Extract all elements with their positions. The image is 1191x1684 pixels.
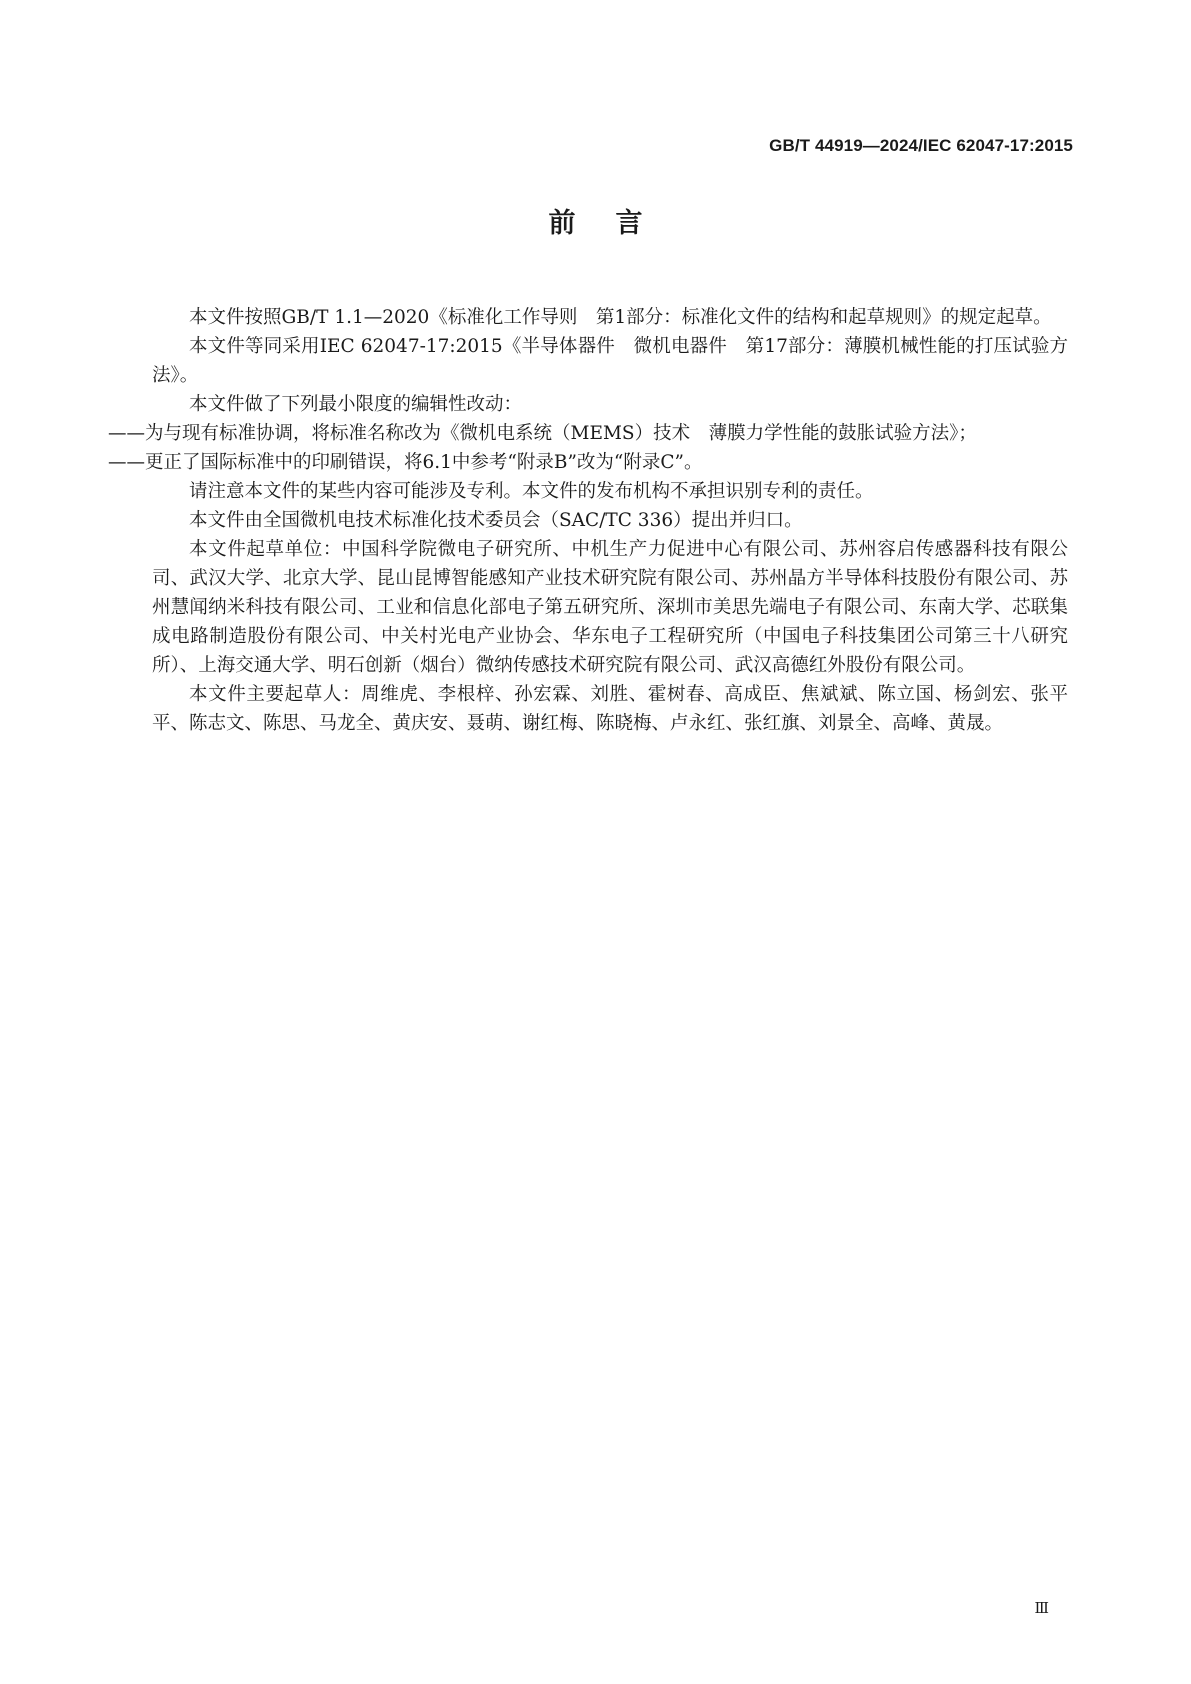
paragraph-proposing-committee: 本文件由全国微机电技术标准化技术委员会（SAC/TC 336）提出并归口。 xyxy=(189,510,803,531)
page-title: 前言 xyxy=(548,208,683,239)
paragraph-editorial-changes: 本文件做了下列最小限度的编辑性改动： xyxy=(189,394,523,415)
paragraph-drafting-rules: 本文件按照GB/T 1.1—2020《标准化工作导则 第1部分：标准化文件的结构和起草规则》的规定起草。 xyxy=(189,307,1052,328)
page-number: Ⅲ xyxy=(1034,1599,1049,1617)
list-item-name-change: ——为与现有标准协调，将标准名称改为《微机电系统（MEMS）技术 薄膜力学性能的鼓胀试验方法》； xyxy=(108,423,977,444)
paragraph-drafters: 本文件主要起草人：周维虎、李根梓、孙宏霖、刘胜、霍树春、高成臣、焦斌斌、陈立国、杨剑宏、张平平、陈志文、陈思、马龙全、黄庆安、聂萌、谢红梅、陈晓梅、卢永红、张红旗、刘景全、高峰、黄晟。 xyxy=(152,684,1068,734)
document-body xyxy=(108,303,1068,738)
paragraph-drafting-organizations: 本文件起草单位：中国科学院微电子研究所、中机生产力促进中心有限公司、苏州容启传感器科技有限公司、武汉大学、北京大学、昆山昆博智能感知产业技术研究院有限公司、苏州晶方半导体科技股份有限公司、苏州慧闻纳米科技有限公司、工业和信息化部电子第五研究所、深圳市美思先端电子有限公司、东南大学、芯联集成电路制造股份有限公司、中关村光电产业协会、华东电子工程研究所（中国电子科技集团公司第三十八研究所）、上海交通大学、明石创新（烟台）微纳传感技术研究院有限公司、武汉高德红外股份有限公司。 xyxy=(152,539,1068,676)
paragraph-identical-adoption: 本文件等同采用IEC 62047-17:2015《半导体器件 微机电器件 第17部分：薄膜机械性能的打压试验方法》。 xyxy=(152,336,1068,386)
paragraph-patent-notice: 请注意本文件的某些内容可能涉及专利。本文件的发布机构不承担识别专利的责任。 xyxy=(189,481,874,502)
standard-code-header: GB/T 44919—2024/IEC 62047-17:2015 xyxy=(769,136,1073,155)
list-item-typo-correction: ——更正了国际标准中的印刷错误，将6.1中参考“附录B”改为“附录C”。 xyxy=(108,452,703,473)
